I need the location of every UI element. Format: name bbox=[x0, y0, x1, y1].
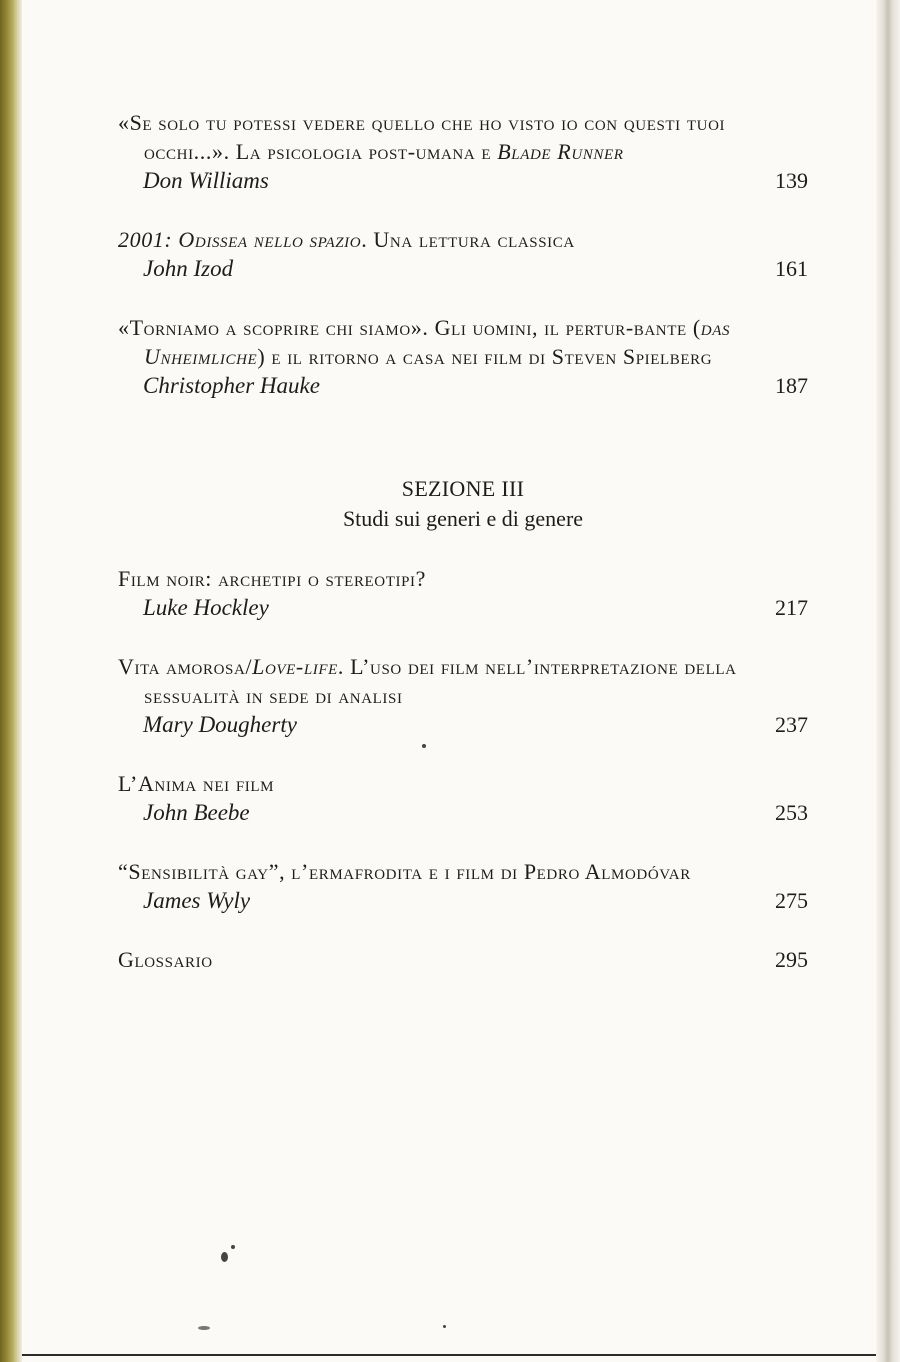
page-bottom-edge bbox=[22, 1354, 876, 1356]
entry-author: Luke Hockley bbox=[143, 595, 269, 620]
toc-entries-part-1 bbox=[118, 108, 808, 400]
entry-title-text: «Torniamo a scoprire chi siamo». Gli uomini, il pertur-bante ( bbox=[118, 315, 701, 340]
entry-author: John Izod bbox=[143, 256, 234, 281]
entry-author: Christopher Hauke bbox=[143, 373, 320, 398]
entry-page-number: 161 bbox=[775, 256, 808, 281]
entry-page-number: 187 bbox=[775, 373, 808, 398]
section-heading bbox=[118, 474, 808, 534]
toc-entry[interactable] bbox=[118, 652, 808, 739]
section-number: SEZIONE III bbox=[401, 476, 525, 501]
entry-title bbox=[118, 652, 808, 710]
entry-author-row bbox=[118, 798, 808, 827]
entry-title bbox=[118, 857, 808, 886]
entry-author: Don Williams bbox=[143, 168, 269, 193]
entry-author-row bbox=[118, 886, 808, 915]
entry-title-italic: Love-life bbox=[252, 654, 338, 679]
scan-speck bbox=[443, 1325, 446, 1328]
entry-page-number: 217 bbox=[775, 595, 808, 620]
entry-page-number: 253 bbox=[775, 800, 808, 825]
entry-title-text: Film noir: archetipi o stereotipi? bbox=[118, 566, 426, 591]
entry-author-row bbox=[118, 371, 808, 400]
entry-title-italic: das Unheimliche bbox=[144, 315, 731, 369]
entry-title bbox=[118, 769, 808, 798]
entry-title-text: Vita amorosa/ bbox=[118, 654, 253, 679]
entry-author-row bbox=[118, 593, 808, 622]
glossary-title: Glossario bbox=[118, 947, 213, 972]
toc-entry[interactable] bbox=[118, 225, 808, 283]
page-edge bbox=[876, 0, 900, 1362]
entry-title-italic: 2001: Odissea nello spazio bbox=[118, 227, 362, 252]
scan-speck bbox=[221, 1252, 228, 1262]
entry-title-text: L’Anima nei film bbox=[118, 771, 275, 796]
entry-author: James Wyly bbox=[143, 888, 251, 913]
entry-author: Mary Dougherty bbox=[143, 712, 297, 737]
entry-title-text: “Sensibilità gay”, l’ermafrodita e i film di Pedro Almodóvar bbox=[118, 859, 691, 884]
entry-title bbox=[118, 225, 808, 254]
section-subtitle: Studi sui generi e di genere bbox=[342, 506, 584, 531]
entry-title-text: . L’uso dei film nell’interpretazione della sessualità in sede di analisi bbox=[144, 654, 737, 708]
glossary-page-number: 295 bbox=[775, 947, 808, 972]
entry-author-row bbox=[118, 254, 808, 283]
entry-page-number: 139 bbox=[775, 168, 808, 193]
entry-page-number: 237 bbox=[775, 712, 808, 737]
entry-title-text: ) e il ritorno a casa nei film di Steven Spielberg bbox=[257, 344, 713, 369]
toc-entry[interactable] bbox=[118, 313, 808, 400]
entry-title bbox=[118, 108, 808, 166]
book-spine-edge bbox=[0, 0, 22, 1362]
entry-title bbox=[118, 564, 808, 593]
entry-author-row bbox=[118, 166, 808, 195]
scan-speck bbox=[422, 744, 426, 748]
entry-title bbox=[118, 313, 808, 371]
toc-entry-glossary[interactable] bbox=[118, 945, 808, 974]
entry-title-text: «Se solo tu potessi vedere quello che ho visto io con questi tuoi occhi...». La psicologia post-umana e bbox=[118, 110, 726, 164]
entry-author-row bbox=[118, 710, 808, 739]
toc-entry[interactable] bbox=[118, 108, 808, 195]
toc-entry[interactable] bbox=[118, 564, 808, 622]
scan-speck bbox=[198, 1326, 210, 1330]
toc-entry[interactable] bbox=[118, 769, 808, 827]
entry-author: John Beebe bbox=[143, 800, 250, 825]
entry-page-number: 275 bbox=[775, 888, 808, 913]
entry-title-text: . Una lettura classica bbox=[361, 227, 575, 252]
table-of-contents bbox=[118, 108, 808, 974]
toc-entries-part-2 bbox=[118, 564, 808, 915]
entry-title-italic: Blade Runner bbox=[497, 139, 624, 164]
toc-entry[interactable] bbox=[118, 857, 808, 915]
scan-speck bbox=[231, 1245, 235, 1249]
